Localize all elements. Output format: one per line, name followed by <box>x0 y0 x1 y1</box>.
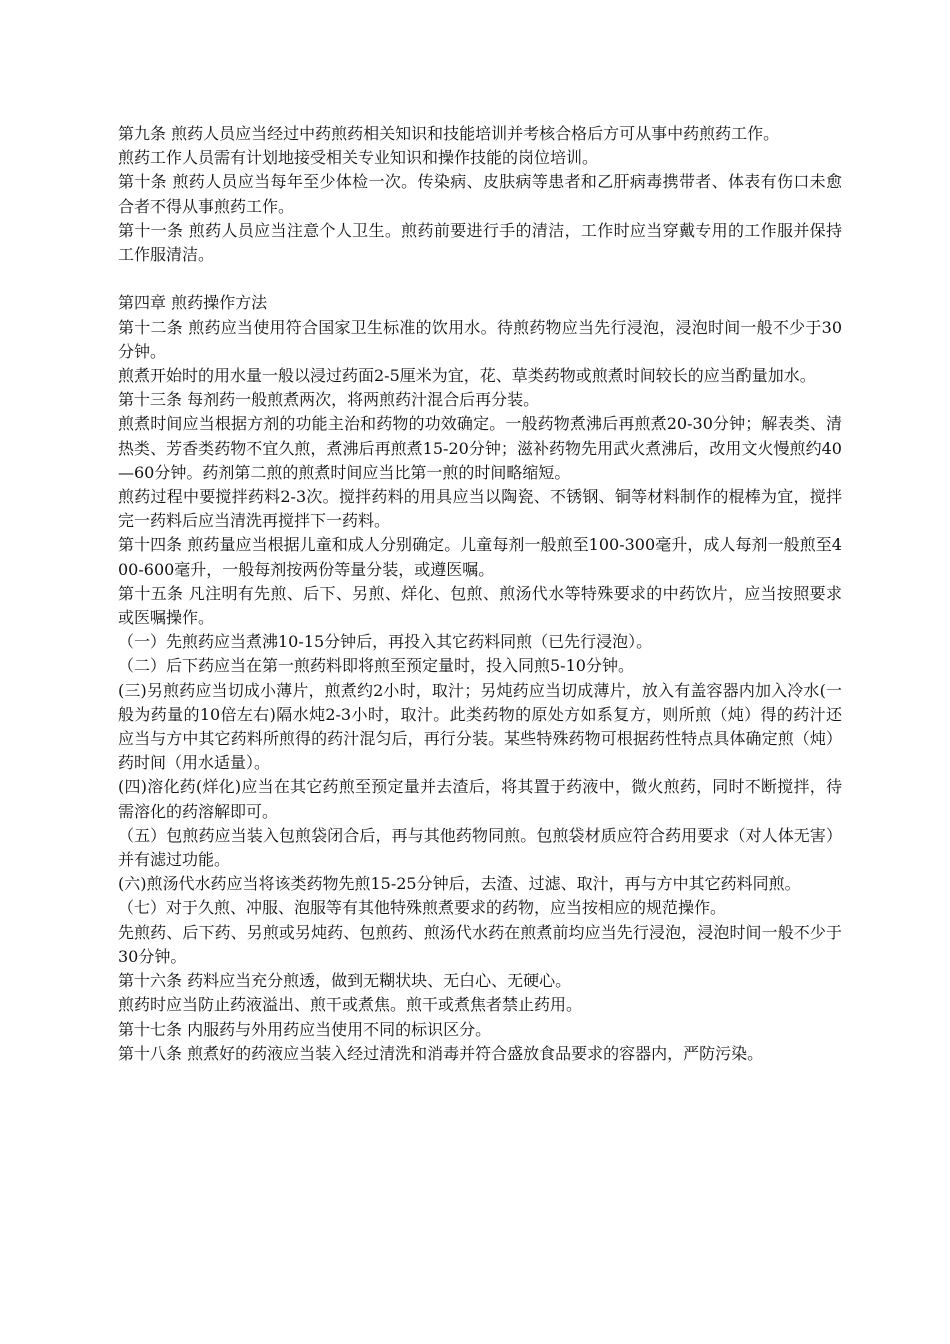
article-12: 第十二条 煎药应当使用符合国家卫生标准的饮用水。待煎药物应当先行浸泡，浸泡时间一般不少于30分钟。 <box>118 317 842 361</box>
article-15-soaking: 先煎药、后下药、另煎或另炖药、包煎药、煎汤代水药在煎煮前均应当先行浸泡，浸泡时间一般不少于30分钟。 <box>118 922 842 966</box>
article-15-item-6: (六)煎汤代水药应当将该类药物先煎15-25分钟后，去渣、过滤、取汁，再与方中其它药料同煎。 <box>118 874 801 894</box>
article-12-water: 煎煮开始时的用水量一般以浸过药面2-5厘米为宜，花、草类药物或煎煮时间较长的应当酌量加水。 <box>118 366 816 386</box>
document-body <box>118 122 842 1066</box>
article-15-item-3: (三)另煎药应当切成小薄片，煎煮约2小时，取汁；另炖药应当切成薄片，放入有盖容器内加入冷水(一般为药量的10倍左右)隔水炖2-3小时，取汁。此类药物的原处方如系复方，则所煎（炖）得的药汁还应当与方中其它药料所煎得的药汁混匀后，再行分装。某些特殊药物可根据药性特点具体确定煎（炖）药时间（用水适量）。 <box>118 680 842 773</box>
article-18: 第十八条 煎煮好的药液应当装入经过清洗和消毒并符合盛放食品要求的容器内，严防污染。 <box>118 1043 764 1063</box>
article-11: 第十一条 煎药人员应当注意个人卫生。煎药前要进行手的清洁，工作时应当穿戴专用的工作服并保持工作服清洁。 <box>118 220 842 265</box>
article-10: 第十条 煎药人员应当每年至少体检一次。传染病、皮肤病等患者和乙肝病毒携带者、体表有伤口未愈合者不得从事煎药工作。 <box>118 172 842 216</box>
article-16: 第十六条 药料应当充分煎透，做到无糊状块、无白心、无硬心。 <box>118 971 572 991</box>
article-15-item-1: （一）先煎药应当煮沸10-15分钟后，再投入其它药料同煎（已先行浸泡）。 <box>118 632 653 652</box>
article-13: 第十三条 每剂药一般煎煮两次，将两煎药汁混合后再分装。 <box>118 390 540 410</box>
chapter-4-heading: 第四章 煎药操作方法 <box>118 293 268 313</box>
article-15-item-7: （七）对于久煎、冲服、泡服等有其他特殊煎煮要求的药物，应当按相应的规范操作。 <box>118 898 727 918</box>
article-13-time: 煎煮时间应当根据方剂的功能主治和药物的功效确定。一般药物煮沸后再煎煮20-30分钟；解表类、清热类、芳香类药物不宜久煎，煮沸后再煎煮15-20分钟；滋补药物先用武火煮沸后，改用文火慢煎约40—60分钟。药剂第二煎的煎煮时间应当比第一煎的时间略缩短。 <box>118 414 842 482</box>
blank-line <box>118 267 842 291</box>
article-14: 第十四条 煎药量应当根据儿童和成人分别确定。儿童每剂一般煎至100-300毫升，成人每剂一般煎至400-600毫升，一般每剂按两份等量分装，或遵医嘱。 <box>118 535 842 579</box>
article-13-stirring: 煎药过程中要搅拌药料2-3次。搅拌药料的用具应当以陶瓷、不锈钢、铜等材料制作的棍棒为宜，搅拌完一药料后应当清洗再搅拌下一药料。 <box>118 487 842 531</box>
article-9-training: 煎药工作人员需有计划地接受相关专业知识和操作技能的岗位培训。 <box>118 148 599 168</box>
article-15-item-4: (四)溶化药(烊化)应当在其它药煎至预定量并去渣后，将其置于药液中，微火煎药，同时不断搅拌，待需溶化的药溶解即可。 <box>118 777 842 821</box>
article-9: 第九条 煎药人员应当经过中药煎药相关知识和技能培训并考核合格后方可从事中药煎药工作。 <box>118 124 780 143</box>
article-15: 第十五条 凡注明有先煎、后下、另煎、烊化、包煎、煎汤代水等特殊要求的中药饮片，应当按照要求或医嘱操作。 <box>118 583 842 628</box>
article-17: 第十七条 内服药与外用药应当使用不同的标识区分。 <box>118 1019 492 1039</box>
article-16-overflow: 煎药时应当防止药液溢出、煎干或煮焦。煎干或煮焦者禁止药用。 <box>118 995 583 1015</box>
article-15-item-2: （二）后下药应当在第一煎药料即将煎至预定量时，投入同煎5-10分钟。 <box>118 656 634 676</box>
article-15-item-5: （五）包煎药应当装入包煎袋闭合后，再与其他药物同煎。包煎袋材质应符合药用要求（对人体无害）并有滤过功能。 <box>118 825 842 870</box>
